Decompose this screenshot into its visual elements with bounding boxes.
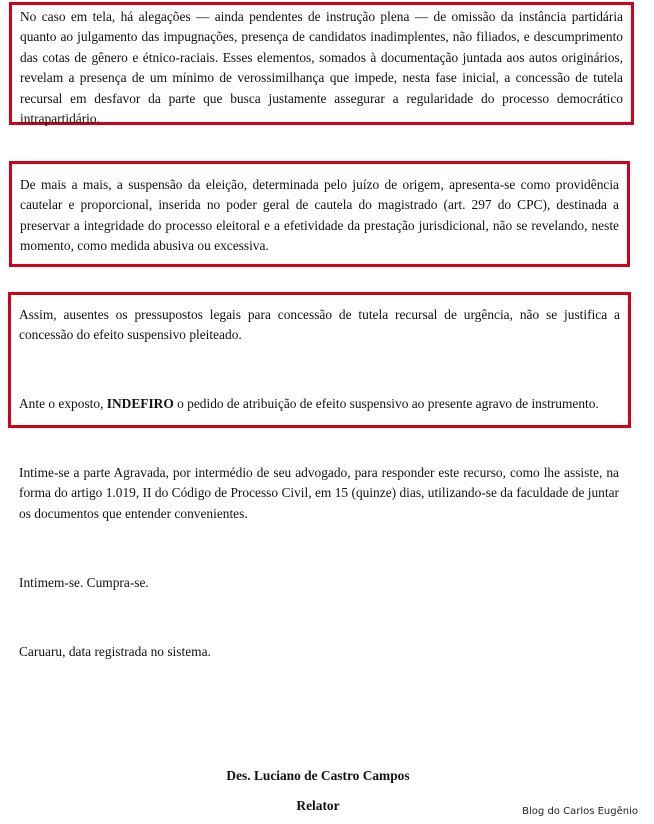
paragraph-gap bbox=[19, 346, 620, 394]
paragraph-suspensao: De mais a mais, a suspensão da eleição, determinada pelo juízo de origem, apresenta-se como providência cautelar e proporcional, inserida no poder geral de cautela do magistrado (art. 297 do CPC), destinada a preservar a integridade do processo eleitoral e a efetividade da prestação jurisdicional, não se revelando, neste momento, como medida abusiva ou excessiva. bbox=[20, 177, 619, 254]
paragraph-intimacao: Intime-se a parte Agravada, por intermédio de seu advogado, para responder este recurso, como lhe assiste, na forma do artigo 1.019, II do Código de Processo Civil, em 15 (quinze) dias, utilizando-se da faculdade de juntar os documentos que entender convenientes. bbox=[19, 465, 619, 521]
signature-name: Des. Luciano de Castro Campos bbox=[226, 768, 410, 783]
paragraph-ausentes: Assim, ausentes os pressupostos legais para concessão de tutela recursal de urgência, não se justifica a concessão do efeito suspensivo pleiteado. bbox=[19, 307, 620, 343]
highlight-box-1 bbox=[9, 2, 634, 125]
decision-keyword: INDEFIRO bbox=[106, 395, 174, 411]
highlight-box-2 bbox=[9, 161, 630, 267]
watermark: Blog do Carlos Eugênio bbox=[522, 806, 638, 817]
paragraph-omissao: No caso em tela, há alegações — ainda pendentes de instrução plena — de omissão da instância partidária quanto ao julgamento das impugnações, presença de candidatos inadimplentes, não filiados, e descumprimento das cotas de gênero e étnico-raciais. Esses elementos, somados à documentação juntada aos autos originários, revelam a presença de um mínimo de verossimilhança que impede, nesta fase inicial, a concessão de tutela recursal em desfavor da parte que busca justamente assegurar a regularidade do processo democrático intrapartidário. bbox=[20, 9, 623, 127]
paragraph-local-data: Caruaru, data registrada no sistema. bbox=[19, 644, 211, 659]
paragraph-cumpra-se: Intimem-se. Cumpra-se. bbox=[19, 575, 149, 590]
paragraph-decisao bbox=[19, 394, 620, 414]
decision-suffix: o pedido de atribuição de efeito suspensivo ao presente agravo de instrumento. bbox=[173, 395, 599, 411]
highlight-box-3 bbox=[8, 292, 631, 428]
decision-prefix: Ante o exposto, bbox=[19, 395, 107, 411]
signature-role: Relator bbox=[296, 798, 340, 813]
